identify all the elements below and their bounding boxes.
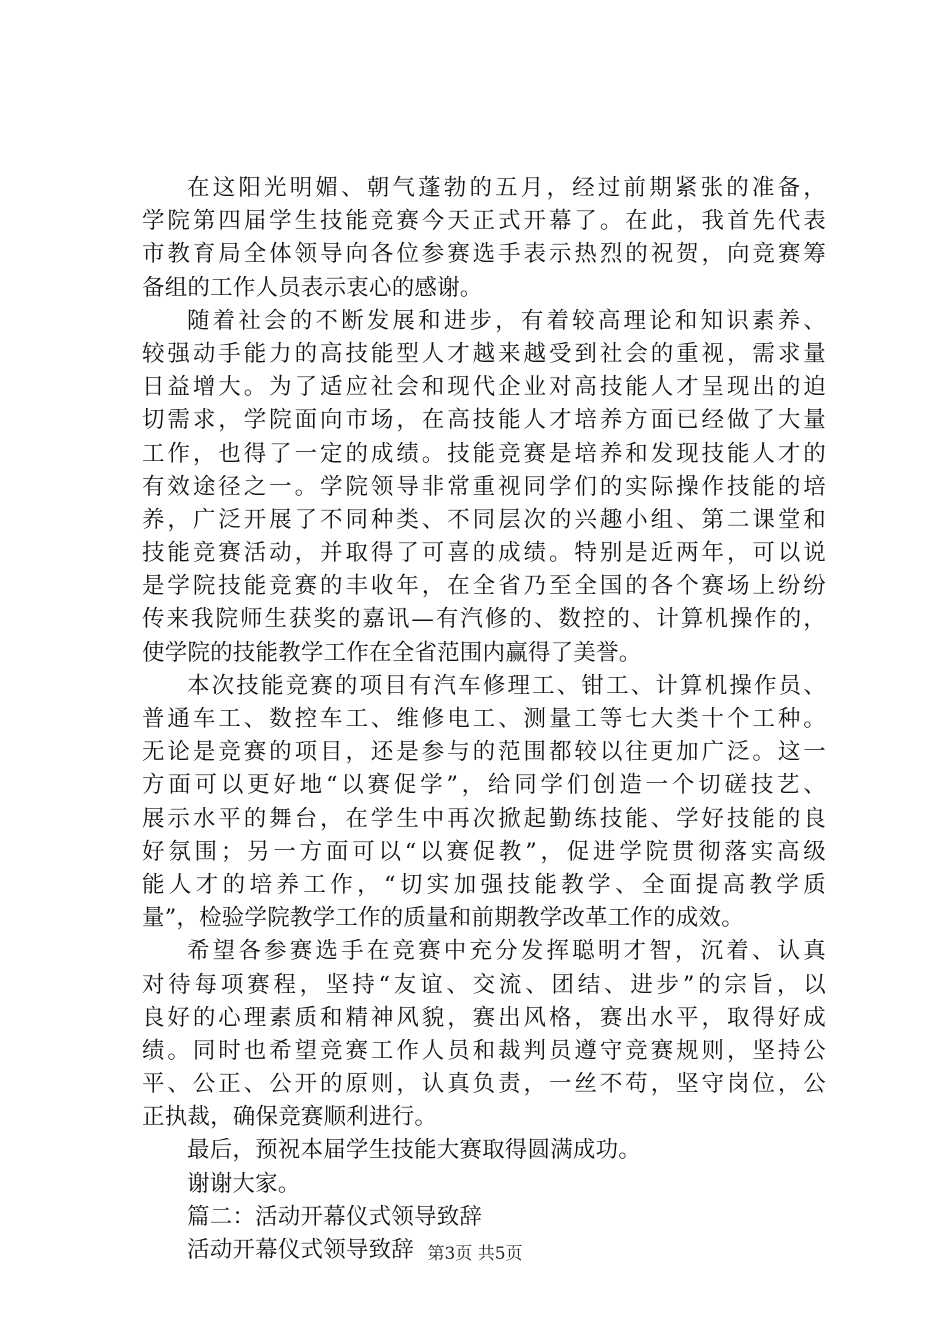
text-line: 学院第四届学生技能竞赛今天正式开幕了。在此，我首先代表 [142,208,826,235]
text-line: 有效途径之一。学院领导非常重视同学们的实际操作技能的培 [142,473,826,500]
text-line: 切需求，学院面向市场，在高技能人才培养方面已经做了大量 [142,407,826,434]
text-line: 绩。同时也希望竞赛工作人员和裁判员遵守竞赛规则，坚持公 [142,1037,826,1064]
section-heading: 篇二：活动开幕仪式领导致辞 [187,1203,483,1230]
text-line: 较强动手能力的高技能型人才越来越受到社会的重视，需求量 [142,340,826,367]
text-line: 养，广泛开展了不同种类、不同层次的兴趣小组、第二课堂和 [142,506,826,533]
text-line: 正执裁，确保竞赛顺利进行。 [142,1104,438,1131]
page-footer [0,1242,950,1266]
text-line: 技能竞赛活动，并取得了可喜的成绩。特别是近两年，可以说 [142,540,826,567]
text-line: 备组的工作人员表示衷心的感谢。 [142,274,483,301]
text-line: 是学院技能竞赛的丰收年，在全省乃至全国的各个赛场上纷纷 [142,573,826,600]
section-title: 活动开幕仪式领导致辞 [187,1237,415,1263]
text-line: 使学院的技能教学工作在全省范围内赢得了美誉。 [142,639,642,666]
text-line: 对待每项赛程，坚持“友谊、交流、团结、进步”的宗旨，以 [142,971,826,998]
text-line: 普通车工、数控车工、维修电工、测量工等七大类十个工种。 [142,706,826,732]
text-line: 市教育局全体领导向各位参赛选手表示热烈的祝贺，向竞赛筹 [142,241,826,268]
document-body [142,172,826,1267]
text-line: 展示水平的舞台，在学生中再次掀起勤练技能、学好技能的良 [142,805,826,832]
text-line: 良好的心理素质和精神风貌，赛出风格，赛出水平，取得好成 [142,1004,826,1031]
text-line: 好氛围；另一方面可以“以赛促教”，促进学院贯彻落实高级 [142,838,826,865]
text-line: 工作，也得了一定的成绩。技能竞赛是培养和发现技能人才的 [142,440,826,467]
text-line: 平、公正、公开的原则，认真负责，一丝不苟，坚守岗位，公 [142,1071,826,1098]
text-line: 日益增大。为了适应社会和现代企业对高技能人才呈现出的迫 [142,374,826,401]
text-line: 最后，预祝本届学生技能大赛取得圆满成功。 [187,1137,642,1164]
text-line: 随着社会的不断发展和进步，有着较高理论和知识素养、 [187,307,826,334]
text-line: 在这阳光明媚、朝气蓬勃的五月，经过前期紧张的准备， [187,175,826,201]
text-line: 传来我院师生获奖的嘉讯—有汽修的、数控的、计算机操作的， [142,606,826,633]
page-number: 第3页 共5页 [427,1244,523,1264]
text-line: 方面可以更好地“以赛促学”，给同学们创造一个切磋技艺、 [142,772,826,799]
text-line: 量”，检验学院教学工作的质量和前期教学改革工作的成效。 [142,905,744,932]
text-line: 希望各参赛选手在竞赛中充分发挥聪明才智，沉着、认真 [187,938,826,965]
text-line: 谢谢大家。 [187,1170,301,1197]
text-line: 本次技能竞赛的项目有汽车修理工、钳工、计算机操作员、 [187,672,826,699]
text-line: 无论是竞赛的项目，还是参与的范围都较以往更加广泛。这一 [142,739,826,766]
text-line: 能人才的培养工作，“切实加强技能教学、全面提高教学质 [142,871,826,898]
